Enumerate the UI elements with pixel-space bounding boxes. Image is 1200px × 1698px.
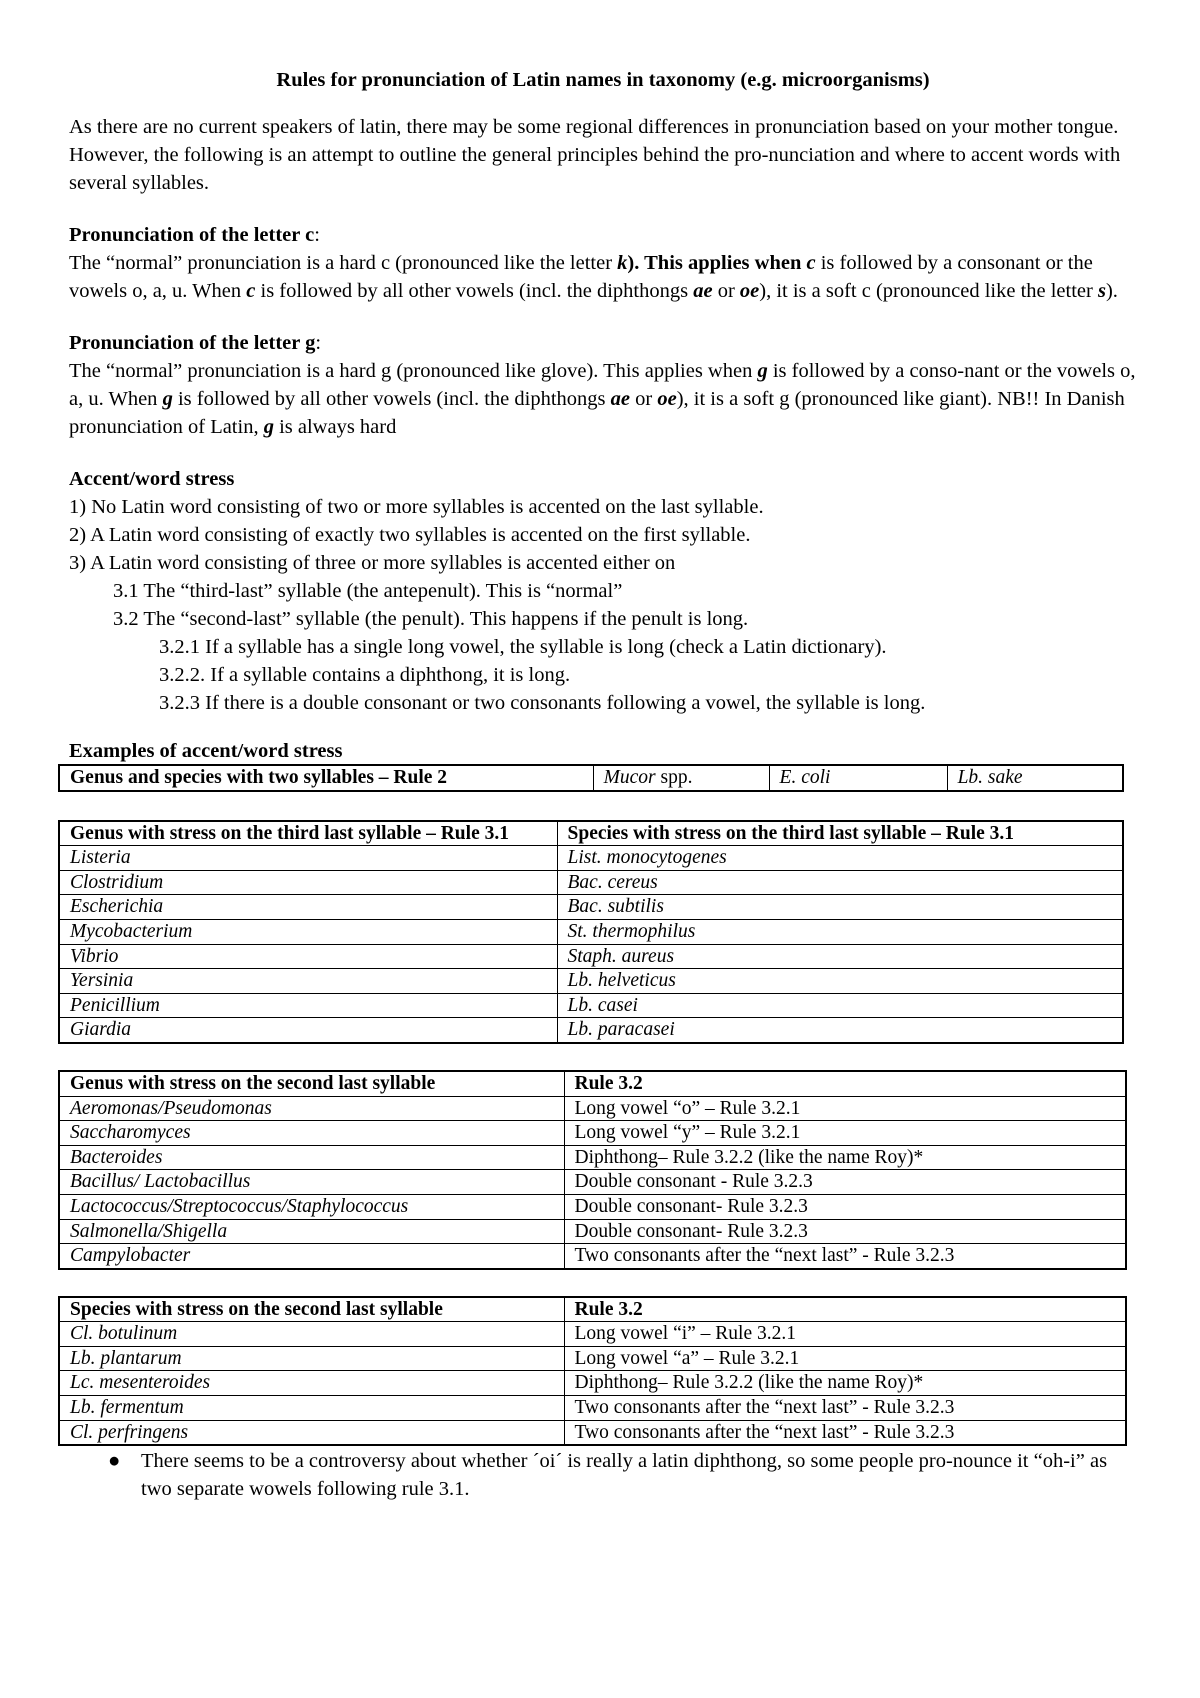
intro-paragraph: As there are no current speakers of latin, there may be some regional differences in pronunciation based on your mother tongue. However, the following is an attempt to outline the general principles behind the pro-nunciation and where to accent words with several syllables. — [69, 116, 1121, 194]
table-cell: E. coli — [769, 765, 947, 791]
accent-subsubrule: 3.2.1 If a syllable has a single long vowel, the syllable is long (check a Latin dictionary). — [159, 636, 887, 658]
two-syllable-table — [58, 764, 1124, 792]
genus-second-last-syllable-table — [58, 1070, 1127, 1270]
third-last-syllable-table — [58, 820, 1124, 1044]
table-row — [59, 1194, 1126, 1219]
letter-g-heading: Pronunciation of the letter g — [69, 332, 316, 354]
letter-c-paragraph: The “normal” pronunciation is a hard c (pronounced like the letter k). This applies when c is followed by a consonant or the vowels o, a, u. When c is followed by all other vowels (incl. the diphthongs ae or oe), it is a soft c (pronounced like the letter s). — [69, 252, 1118, 302]
table-row — [59, 919, 1123, 944]
table-cell: Bacillus/ Lactobacillus — [59, 1170, 564, 1195]
table-cell: Long vowel “a” – Rule 3.2.1 — [564, 1346, 1126, 1371]
table-cell: Yersinia — [59, 969, 557, 994]
table-row — [59, 1396, 1126, 1421]
table-header-cell: Genus with stress on the second last syllable — [59, 1071, 564, 1096]
table-cell: Cl. perfringens — [59, 1420, 564, 1445]
table-cell: Diphthong– Rule 3.2.2 (like the name Roy)* — [564, 1145, 1126, 1170]
letter-c-section: Pronunciation of the letter c: The “normal” pronunciation is a hard c (pronounced like the letter k). This applies when c is followed by a consonant or the vowels o, a, u. When c is followed by all other vowels (incl. the diphthongs ae or oe), it is a soft c (pronounced like the letter s). — [69, 221, 1137, 305]
table-cell: List. monocytogenes — [557, 846, 1123, 871]
accent-rule: 1) No Latin word consisting of two or more syllables is accented on the last syllable. — [69, 496, 764, 518]
accent-rule: 3) A Latin word consisting of three or more syllables is accented either on — [69, 552, 676, 574]
table-row — [59, 1145, 1126, 1170]
table-row — [59, 1219, 1126, 1244]
table-cell: St. thermophilus — [557, 919, 1123, 944]
table-header-row — [59, 1071, 1126, 1096]
table-header-cell: Rule 3.2 — [564, 1297, 1126, 1322]
species-second-last-syllable-table — [58, 1296, 1127, 1447]
table-cell: Long vowel “i” – Rule 3.2.1 — [564, 1322, 1126, 1347]
footnote-list — [69, 1447, 1137, 1503]
accent-subsubrule: 3.2.2. If a syllable contains a diphthong, it is long. — [159, 664, 571, 686]
table-row — [59, 846, 1123, 871]
table-cell: Cl. botulinum — [59, 1322, 564, 1347]
document-page — [69, 66, 1137, 1503]
table-header-row — [59, 821, 1123, 846]
table-row — [59, 1322, 1126, 1347]
table-cell: Double consonant- Rule 3.2.3 — [564, 1194, 1126, 1219]
accent-section — [69, 465, 1137, 717]
table-row — [59, 870, 1123, 895]
table-cell: Long vowel “o” – Rule 3.2.1 — [564, 1096, 1126, 1121]
table-cell: Diphthong– Rule 3.2.2 (like the name Roy)* — [564, 1371, 1126, 1396]
table-header-cell: Rule 3.2 — [564, 1071, 1126, 1096]
table-cell: Bac. cereus — [557, 870, 1123, 895]
table-row — [59, 969, 1123, 994]
table-cell: Lactococcus/Streptococcus/Staphylococcus — [59, 1194, 564, 1219]
letter-c-heading: Pronunciation of the letter c — [69, 224, 315, 246]
examples-heading: Examples of accent/word stress — [69, 740, 343, 762]
table-cell: Aeromonas/Pseudomonas — [59, 1096, 564, 1121]
table-header-cell: Species with stress on the third last syllable – Rule 3.1 — [557, 821, 1123, 846]
accent-subsubrule: 3.2.3 If there is a double consonant or two consonants following a vowel, the syllable is long. — [159, 692, 926, 714]
table-row — [59, 895, 1123, 920]
table-cell: Lb. casei — [557, 993, 1123, 1018]
accent-subrule: 3.1 The “third-last” syllable (the antepenult). This is “normal” — [113, 580, 623, 602]
table-cell: Clostridium — [59, 870, 557, 895]
table-cell: Lb. plantarum — [59, 1346, 564, 1371]
table-cell: Lb. helveticus — [557, 969, 1123, 994]
table-cell: Mucor spp. — [593, 765, 769, 791]
table-cell: Two consonants after the “next last” - Rule 3.2.3 — [564, 1396, 1126, 1421]
table-row — [59, 1096, 1126, 1121]
table-cell: Lc. mesenteroides — [59, 1371, 564, 1396]
table-cell: Bac. subtilis — [557, 895, 1123, 920]
table-cell: Staph. aureus — [557, 944, 1123, 969]
table-cell: Listeria — [59, 846, 557, 871]
table-cell: Mycobacterium — [59, 919, 557, 944]
table-row — [59, 993, 1123, 1018]
table-cell: Salmonella/Shigella — [59, 1219, 564, 1244]
table-cell: Campylobacter — [59, 1244, 564, 1269]
footnote-text: There seems to be a controversy about whether ´oi´ is really a latin diphthong, so some people pro-nounce it “oh-i” as two separate wowels following rule 3.1. — [141, 1450, 1108, 1501]
table-cell: Lb. fermentum — [59, 1396, 564, 1421]
table-row — [59, 1018, 1123, 1043]
table-row — [59, 944, 1123, 969]
bullet-icon: ● — [108, 1450, 121, 1473]
table-header-row — [59, 1297, 1126, 1322]
table-row — [59, 1346, 1126, 1371]
footnote-item — [108, 1447, 1137, 1503]
table-row — [59, 1371, 1126, 1396]
table-cell: Lb. paracasei — [557, 1018, 1123, 1043]
table-cell: Saccharomyces — [59, 1121, 564, 1146]
letter-g-section: Pronunciation of the letter g: The “normal” pronunciation is a hard g (pronounced like glove). This applies when g is followed by a conso-nant or the vowels o, a, u. When g is followed by all other vowels (incl. the diphthongs ae or oe), it is a soft g (pronounced like giant). NB!! In Danish pronunciation of Latin, g is always hard — [69, 329, 1137, 441]
table-row — [59, 1121, 1126, 1146]
table-cell: Lb. sake — [947, 765, 1123, 791]
letter-g-paragraph: The “normal” pronunciation is a hard g (pronounced like glove). This applies when g is followed by a conso-nant or the vowels o, a, u. When g is followed by all other vowels (incl. the diphthongs ae or oe), it is a soft g (pronounced like giant). NB!! In Danish pronunciation of Latin, g is always hard — [69, 360, 1136, 438]
table-cell: Two consonants after the “next last” - Rule 3.2.3 — [564, 1420, 1126, 1445]
table-header-cell: Species with stress on the second last syllable — [59, 1297, 564, 1322]
table-cell: Penicillium — [59, 993, 557, 1018]
accent-subrule: 3.2 The “second-last” syllable (the penult). This happens if the penult is long. — [113, 608, 749, 630]
table-header-cell: Genus with stress on the third last syllable – Rule 3.1 — [59, 821, 557, 846]
table-cell: Genus and species with two syllables – Rule 2 — [59, 765, 593, 791]
table-cell: Giardia — [59, 1018, 557, 1043]
table-cell: Double consonant - Rule 3.2.3 — [564, 1170, 1126, 1195]
table-row — [59, 1244, 1126, 1269]
table-cell: Vibrio — [59, 944, 557, 969]
table-cell: Two consonants after the “next last” - Rule 3.2.3 — [564, 1244, 1126, 1269]
table-row — [59, 765, 1123, 791]
table-cell: Escherichia — [59, 895, 557, 920]
table-cell: Bacteroides — [59, 1145, 564, 1170]
table-cell: Double consonant- Rule 3.2.3 — [564, 1219, 1126, 1244]
table-row — [59, 1420, 1126, 1445]
table-row — [59, 1170, 1126, 1195]
document-title: Rules for pronunciation of Latin names in taxonomy (e.g. microorganisms) — [276, 69, 930, 91]
table-cell: Long vowel “y” – Rule 3.2.1 — [564, 1121, 1126, 1146]
accent-rule: 2) A Latin word consisting of exactly two syllables is accented on the first syllable. — [69, 524, 751, 546]
accent-heading: Accent/word stress — [69, 468, 235, 490]
